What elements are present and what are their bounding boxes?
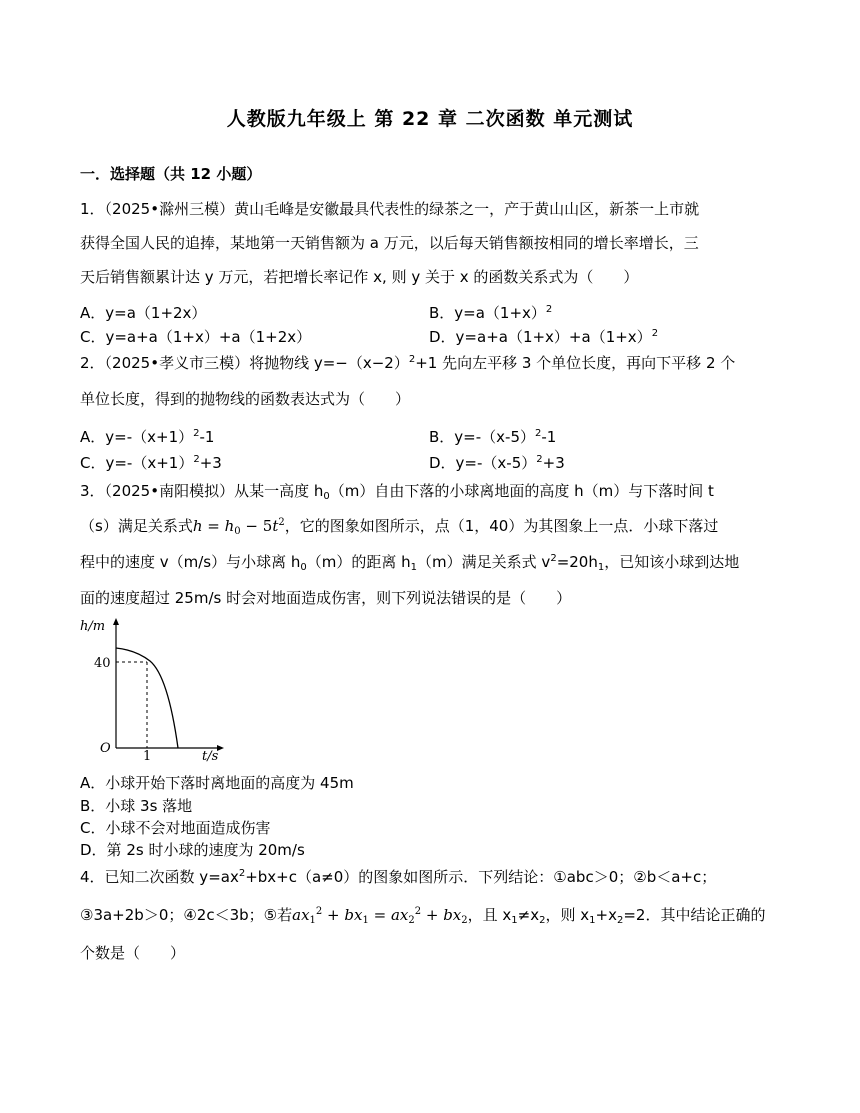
q2-line-1: 2．（2025•孝义市三模）将抛物线 $y=-(x-2)^2+1$ 先向左平移 3 个单位长度，再向下平移 2 个 xyxy=(80,354,736,372)
q1-line-2: 获得全国人民的追捧，某地第一天销售额为 a 万元，以后每天销售额按相同的增长率增长，三 xyxy=(80,234,699,252)
q2-line-2: 单位长度，得到的抛物线的函数表达式为（ ） xyxy=(80,390,411,408)
q3-line-3: 程中的速度 v（m/s）与小球离 $h_0(m)$的距离 $h_1(m)$满足关系式 $v^2=20h_1$，已知该小球到达地 xyxy=(80,553,740,573)
q3-option-a: A．小球开始下落时离地面的高度为 45m xyxy=(80,774,354,792)
section-heading: 一．选择题（共 12 小题） xyxy=(80,165,262,183)
q4-line-3: 个数是（ ） xyxy=(80,944,186,962)
q3-line-4: 面的速度超过 25m/s 时会对地面造成伤害，则下列说法错误的是（ ） xyxy=(80,589,572,607)
y-tick-label: 40 xyxy=(94,656,111,671)
q2-option-d: D．$y=-(x-5)^2+3$ xyxy=(429,454,565,472)
page-title: 人教版九年级上 第 22 章 二次函数 单元测试 xyxy=(226,108,634,130)
x-axis-label: t/s xyxy=(202,749,219,764)
q1-option-c: C．y=a+a（1+x）+a（1+2x） xyxy=(80,328,312,346)
q3-line-1: 3．（2025•南阳模拟）从某一高度 $h_0(m)$自由下落的小球离地面的高度 h（m）与下落时间 t xyxy=(80,482,714,502)
q3-option-d: D．第 2s 时小球的速度为 20m/s xyxy=(80,841,305,859)
q1-option-d: D．$y=a+a(1+x)+a(1+x)^2$ xyxy=(429,328,659,346)
origin-label: O xyxy=(100,741,111,756)
q2-option-b: B．$y=-(x-5)^2-1$ xyxy=(429,428,557,446)
q3-formula: $h = h_0 - 5t^2$ xyxy=(192,517,285,537)
q4-line-2: ③3a+2b＞0；④2c＜3b；⑤若$ax_1^2 + bx_1 = ax_2^2 + bx_2$，且 $x_1\ne x_2$，则 $x_1+x_2=2$．其中结论正确的 xyxy=(80,906,766,926)
q3-graph xyxy=(80,614,230,764)
q1-line-3: 天后销售额累计达 y 万元，若把增长率记作 x, 则 y 关于 x 的函数关系式为（ ） xyxy=(80,268,639,286)
q1-option-b: B．$y=a(1+x)^2$ xyxy=(429,304,553,322)
y-axis-label: h/m xyxy=(80,619,106,634)
q4-formula: $ax_1^2 + bx_1 = ax_2^2 + bx_2$ xyxy=(292,906,468,926)
q2-option-c: C．$y=-(x+1)^2+3$ xyxy=(80,454,222,472)
q4-line-1: 4．已知二次函数 $y=ax^2+bx+c(a\ne 0)$的图象如图所示．下列结论：①abc＞0；②b＜a+c； xyxy=(80,868,717,886)
y-axis-arrow xyxy=(113,618,119,625)
q3-line-2: （s）满足关系式$h = h_0 - 5t^2$，它的图象如图所示，点（1，40）为其图象上一点．小球下落过 xyxy=(80,517,719,537)
x-tick-label: 1 xyxy=(143,749,152,764)
q3-option-c: C．小球不会对地面造成伤害 xyxy=(80,819,271,837)
q1-option-a: A．y=a（1+2x） xyxy=(80,304,207,322)
q2-option-a: A．$y=-(x+1)^2-1$ xyxy=(80,428,215,446)
q1-line-1: 1．（2025•滁州三模）黄山毛峰是安徽最具代表性的绿茶之一，产于黄山山区，新茶一上市就 xyxy=(80,200,700,218)
q3-option-b: B．小球 3s 落地 xyxy=(80,797,193,815)
